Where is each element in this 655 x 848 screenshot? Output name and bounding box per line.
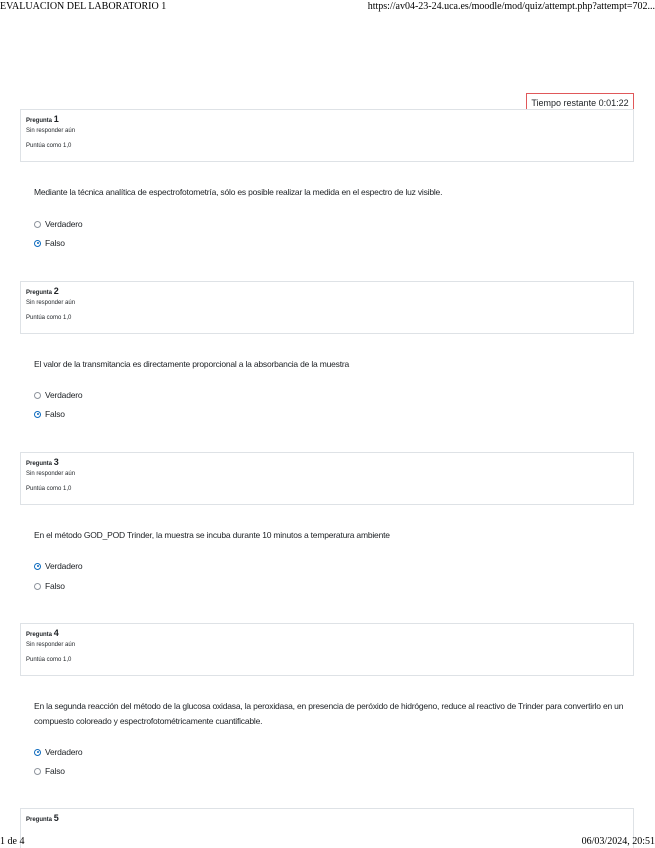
question-1-option-falso[interactable] [34,236,65,250]
question-state: Sin responder aún [26,642,76,648]
print-header [0,1,655,15]
option-label: Falso [45,766,65,776]
print-footer [0,836,655,848]
question-number: Pregunta 2 [26,286,59,296]
question-4-option-falso[interactable] [34,764,65,778]
question-4-option-verdadero[interactable] [34,745,82,759]
radio-button-checked[interactable] [34,240,41,247]
question-number: Pregunta 1 [26,114,59,124]
question-number: Pregunta 5 [26,813,59,823]
question-2-text: El valor de la transmitancia es directamente proporcional a la absorbancia de la muestra [34,359,350,369]
question-4-info [20,623,634,676]
question-state: Sin responder aún [26,128,76,134]
question-3-info [20,452,634,505]
option-label: Verdadero [45,390,83,400]
question-2-info [20,281,634,334]
option-label: Falso [45,581,65,591]
question-grade: Puntúa como 1,0 [26,657,72,663]
radio-button-checked[interactable] [34,411,41,418]
question-state: Sin responder aún [26,300,76,306]
radio-button-checked[interactable] [34,563,41,570]
question-number: Pregunta 4 [26,628,59,638]
question-3-option-falso[interactable] [34,579,65,593]
print-page-title: EVALUACION DEL LABORATORIO 1 [0,1,167,12]
question-3-text: En el método GOD_POD Trinder, la muestra se incuba durante 10 minutos a temperatura ambiente [34,530,390,540]
question-3-option-verdadero[interactable] [34,559,82,573]
question-grade: Puntúa como 1,0 [26,315,72,321]
question-1-info [20,109,634,162]
question-number: Pregunta 3 [26,457,59,467]
option-label: Verdadero [45,561,83,571]
question-grade: Puntúa como 1,0 [26,486,72,492]
question-1-option-verdadero[interactable] [34,217,82,231]
option-label: Verdadero [45,219,83,229]
question-4-text: En la segunda reacción del método de la glucosa oxidasa, la peroxidasa, en presencia de peróxido de hidrógeno, reduce al reactivo de Trinder para convertirlo en un compuesto coloreado y espectrofotométricamente cuantificable. [34,701,624,726]
radio-button[interactable] [34,221,41,228]
timer-label: Tiempo restante [531,98,597,108]
question-grade: Puntúa como 1,0 [26,143,72,149]
question-state: Sin responder aún [26,471,76,477]
radio-button-checked[interactable] [34,749,41,756]
radio-button[interactable] [34,583,41,590]
print-page-number: 1 de 4 [0,836,25,847]
print-datetime: 06/03/2024, 20:51 [581,836,655,847]
print-page-url: https://av04-23-24.uca.es/moodle/mod/quiz/attempt.php?attempt=702... [367,1,655,12]
option-label: Verdadero [45,747,83,757]
option-label: Falso [45,238,65,248]
radio-button[interactable] [34,392,41,399]
option-label: Falso [45,409,65,419]
question-2-option-verdadero[interactable] [34,388,82,402]
radio-button[interactable] [34,768,41,775]
question-1-text: Mediante la técnica analítica de espectrofotometría, sólo es posible realizar la medida en el espectro de luz visible. [34,187,443,197]
timer-value: 0:01:22 [598,98,629,108]
question-2-option-falso[interactable] [34,407,65,421]
